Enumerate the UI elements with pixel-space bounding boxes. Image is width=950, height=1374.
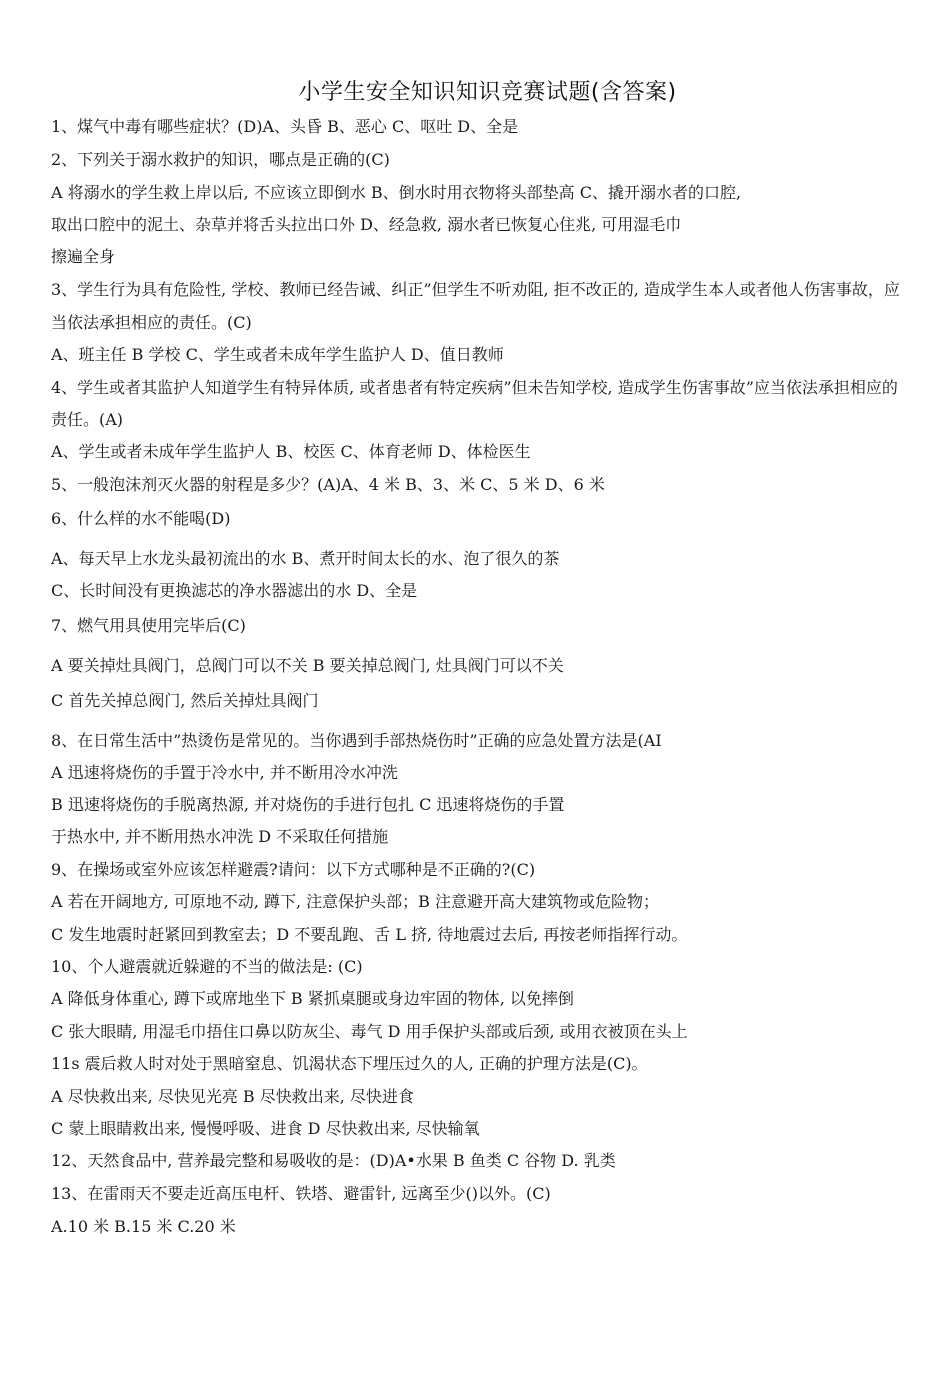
text-line: 当依法承担相应的责任。(C) [51,313,252,332]
text-line: A、每天早上水龙头最初流出的水 B、煮开时间太长的水、泡了很久的茶 [51,549,560,568]
text-line: A、学生或者未成年学生监护人 B、校医 C、体育老师 D、体检医生 [51,442,531,461]
text-line: A.10 米 B.15 米 C.20 米 [51,1217,236,1236]
text-line: A 要关掉灶具阀门，总阀门可以不关 B 要关掉总阀门, 灶具阀门可以不关 [51,656,564,675]
text-line: C 发生地震时赶紧回到教室去；D 不要乱跑、舌 L 挤, 待地震过去后, 再按老师指挥行动。 [51,925,688,944]
text-line: A 将溺水的学生救上岸以后, 不应该立即倒水 B、倒水时用衣物将头部垫高 C、撬开溺水者的口腔, [51,183,742,202]
text-line: 取出口腔中的泥土、杂草并将舌头拉出口外 D、经急救, 溺水者已恢复心住兆, 可用湿毛巾 [51,215,682,234]
text-line: 9、在操场或室外应该怎样避震?请问：以下方式哪种是不正确的?(C) [51,860,536,879]
text-line: A 降低身体重心, 蹲下或席地坐下 B 紧抓桌腿或身边牢固的物体, 以免摔倒 [51,989,574,1008]
text-line: C 首先关掉总阀门, 然后关掉灶具阀门 [51,691,319,710]
text-line: 擦遍全身 [51,247,116,266]
text-line: 2、下列关于溺水救护的知识，哪点是正确的(C) [51,150,390,169]
text-line: 责任。(A) [51,410,124,429]
text-line: 1、煤气中毒有哪些症状？(D)A、头昏 B、恶心 C、呕吐 D、全是 [51,117,519,136]
text-line: 10、个人避震就近躲避的不当的做法是: (C) [51,957,363,976]
text-line: A 若在开阔地方, 可原地不动, 蹲下, 注意保护头部；B 注意避开高大建筑物或危险物； [51,892,660,911]
text-line: 13、在雷雨天不要走近高压电杆、铁塔、避雷针, 远离至少()以外。(C) [51,1184,551,1203]
text-line: C、长时间没有更换滤芯的净水器滤出的水 D、全是 [51,581,418,600]
text-line: 3、学生行为具有危险性, 学校、教师已经告诫、纠正”但学生不听劝阻, 拒不改正的, 造成学生本人或者他人伤害事故，应 [51,280,900,299]
text-line: 11s 震后救人时对处于黑暗窒息、饥渴状态下埋压过久的人, 正确的护理方法是(C)。 [51,1054,648,1073]
text-line: 4、学生或者其监护人知道学生有特异体质, 或者患者有特定疾病”但未告知学校, 造成学生伤害事故”应当依法承担相应的 [51,378,898,397]
text-line: 6、什么样的水不能喝(D) [51,509,231,528]
text-line: C 张大眼睛, 用湿毛巾捂住口鼻以防灰尘、毒气 D 用手保护头部或后颈, 或用衣被顶在头上 [51,1022,688,1041]
text-line: A 尽快救出来, 尽快见光亮 B 尽快救出来, 尽快进食 [51,1087,414,1106]
text-line: A 迅速将烧伤的手置于冷水中, 并不断用冷水冲洗 [51,763,398,782]
text-line: 7、燃气用具使用完毕后(C) [51,616,246,635]
text-line: A、班主任 B 学校 C、学生或者未成年学生监护人 D、值日教师 [51,345,504,364]
document-title: 小学生安全知识知识竞赛试题(含答案) [298,80,677,105]
text-line: 5、一般泡沫剂灭火器的射程是多少？(A)A、4 米 B、3、米 C、5 米 D、6 米 [51,475,605,494]
text-line: B 迅速将烧伤的手脱离热源, 并对烧伤的手进行包扎 C 迅速将烧伤的手置 [51,795,565,814]
text-line: 8、在日常生活中”热烫伤是常见的。当你遇到手部热烧伤时”正确的应急处置方法是(AI [51,731,662,750]
text-line: 12、天然食品中, 营养最完整和易吸收的是：(D)A•水果 B 鱼类 C 谷物 D. 乳类 [51,1151,616,1170]
text-line: 于热水中, 并不断用热水冲洗 D 不采取任何措施 [51,827,389,846]
text-line: C 蒙上眼睛救出来, 慢慢呼吸、进食 D 尽快救出来, 尽快输氧 [51,1119,480,1138]
